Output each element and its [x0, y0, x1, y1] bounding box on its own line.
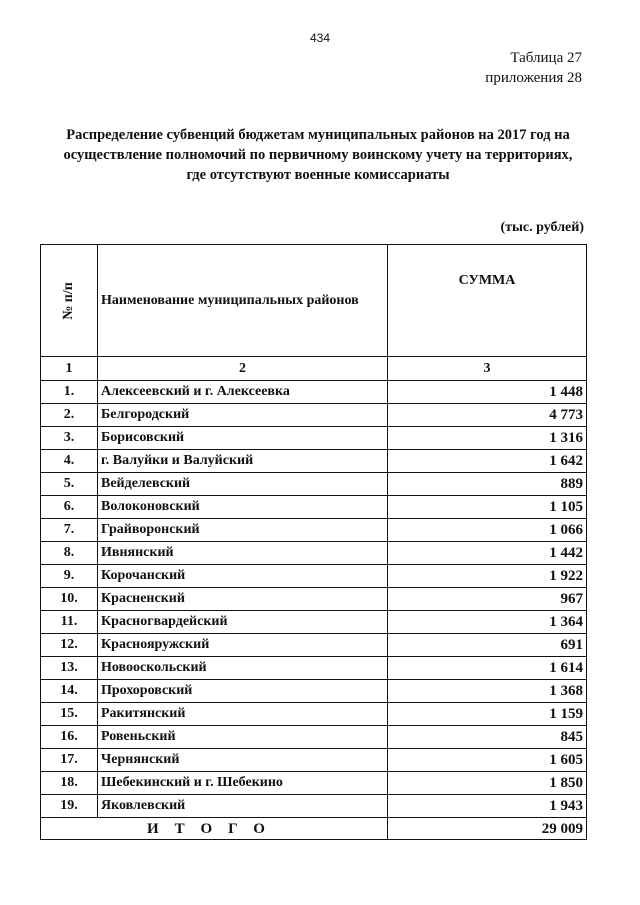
subvention-amount: 4 773: [388, 404, 587, 427]
subvention-amount: 1 368: [388, 680, 587, 703]
table-row: [41, 588, 587, 611]
subvention-amount: 691: [388, 634, 587, 657]
table-row: [41, 381, 587, 404]
column-number-1: 1: [41, 357, 98, 381]
district-name: Прохоровский: [98, 680, 388, 703]
document-title: [40, 125, 596, 185]
row-number: 2.: [41, 404, 98, 427]
table-row: [41, 703, 587, 726]
subvention-amount: 1 316: [388, 427, 587, 450]
subvention-amount: 1 943: [388, 795, 587, 818]
subvention-amount: 1 066: [388, 519, 587, 542]
table-row: [41, 795, 587, 818]
table-row: [41, 427, 587, 450]
table-row: [41, 657, 587, 680]
row-number: 6.: [41, 496, 98, 519]
table-reference: [485, 48, 582, 88]
table-row: [41, 680, 587, 703]
subvention-amount: 1 448: [388, 381, 587, 404]
table-row: [41, 496, 587, 519]
row-number: 15.: [41, 703, 98, 726]
total-row: [41, 818, 587, 840]
district-name: г. Валуйки и Валуйский: [98, 450, 388, 473]
table-row: [41, 404, 587, 427]
table-row: [41, 450, 587, 473]
subvention-amount: 1 922: [388, 565, 587, 588]
district-name: Новооскольский: [98, 657, 388, 680]
row-number: 17.: [41, 749, 98, 772]
header-name: Наименование муниципальных районов: [98, 245, 388, 357]
district-name: Красногвардейский: [98, 611, 388, 634]
table-row: [41, 542, 587, 565]
row-number: 9.: [41, 565, 98, 588]
distribution-table: [40, 244, 587, 840]
units-label: (тыс. рублей): [500, 220, 584, 235]
subvention-amount: 845: [388, 726, 587, 749]
table-row: [41, 749, 587, 772]
table-row: [41, 519, 587, 542]
page-number: 434: [309, 31, 331, 45]
row-number: 12.: [41, 634, 98, 657]
table-row: [41, 473, 587, 496]
row-number: 13.: [41, 657, 98, 680]
table-row: [41, 611, 587, 634]
column-number-3: 3: [388, 357, 587, 381]
row-number: 3.: [41, 427, 98, 450]
district-name: Волоконовский: [98, 496, 388, 519]
district-name: Борисовский: [98, 427, 388, 450]
district-name: Корочанский: [98, 565, 388, 588]
district-name: Белгородский: [98, 404, 388, 427]
district-name: Ровеньский: [98, 726, 388, 749]
district-name: Ивнянский: [98, 542, 388, 565]
district-name: Вейделевский: [98, 473, 388, 496]
title-line1: Распределение субвенций бюджетам муниципальных районов на 2017 год на: [66, 127, 570, 143]
subvention-amount: 1 442: [388, 542, 587, 565]
row-number: 16.: [41, 726, 98, 749]
district-name: Алексеевский и г. Алексеевка: [98, 381, 388, 404]
header-sum: СУММА: [388, 245, 587, 357]
subvention-amount: 1 614: [388, 657, 587, 680]
district-name: Яковлевский: [98, 795, 388, 818]
row-number: 14.: [41, 680, 98, 703]
row-number: 1.: [41, 381, 98, 404]
table-reference-line1: Таблица 27: [510, 50, 582, 66]
row-number: 11.: [41, 611, 98, 634]
row-number: 8.: [41, 542, 98, 565]
header-number: [41, 245, 98, 357]
title-line3: где отсутствуют военные комиссариаты: [186, 167, 450, 183]
table-reference-line2: приложения 28: [485, 70, 582, 86]
subvention-amount: 1 364: [388, 611, 587, 634]
table-row: [41, 565, 587, 588]
subvention-amount: 1 105: [388, 496, 587, 519]
column-number-row: [41, 357, 587, 381]
title-line2: осуществление полномочий по первичному воинскому учету на территориях,: [63, 147, 573, 163]
subvention-amount: 1 850: [388, 772, 587, 795]
table-header-row: [41, 245, 587, 357]
subvention-amount: 889: [388, 473, 587, 496]
total-label: ИТОГО: [41, 818, 388, 840]
row-number: 10.: [41, 588, 98, 611]
district-name: Чернянский: [98, 749, 388, 772]
row-number: 19.: [41, 795, 98, 818]
subvention-amount: 1 159: [388, 703, 587, 726]
table-row: [41, 772, 587, 795]
row-number: 4.: [41, 450, 98, 473]
row-number: 5.: [41, 473, 98, 496]
district-name: Грайворонский: [98, 519, 388, 542]
district-name: Краснояружский: [98, 634, 388, 657]
row-number: 18.: [41, 772, 98, 795]
total-amount: 29 009: [388, 818, 587, 840]
column-number-2: 2: [98, 357, 388, 381]
district-name: Шебекинский и г. Шебекино: [98, 772, 388, 795]
row-number: 7.: [41, 519, 98, 542]
district-name: Ракитянский: [98, 703, 388, 726]
subvention-amount: 967: [388, 588, 587, 611]
district-name: Красненский: [98, 588, 388, 611]
subvention-amount: 1 605: [388, 749, 587, 772]
table-row: [41, 634, 587, 657]
table-row: [41, 726, 587, 749]
header-number-label: № п/п: [61, 281, 76, 320]
subvention-amount: 1 642: [388, 450, 587, 473]
